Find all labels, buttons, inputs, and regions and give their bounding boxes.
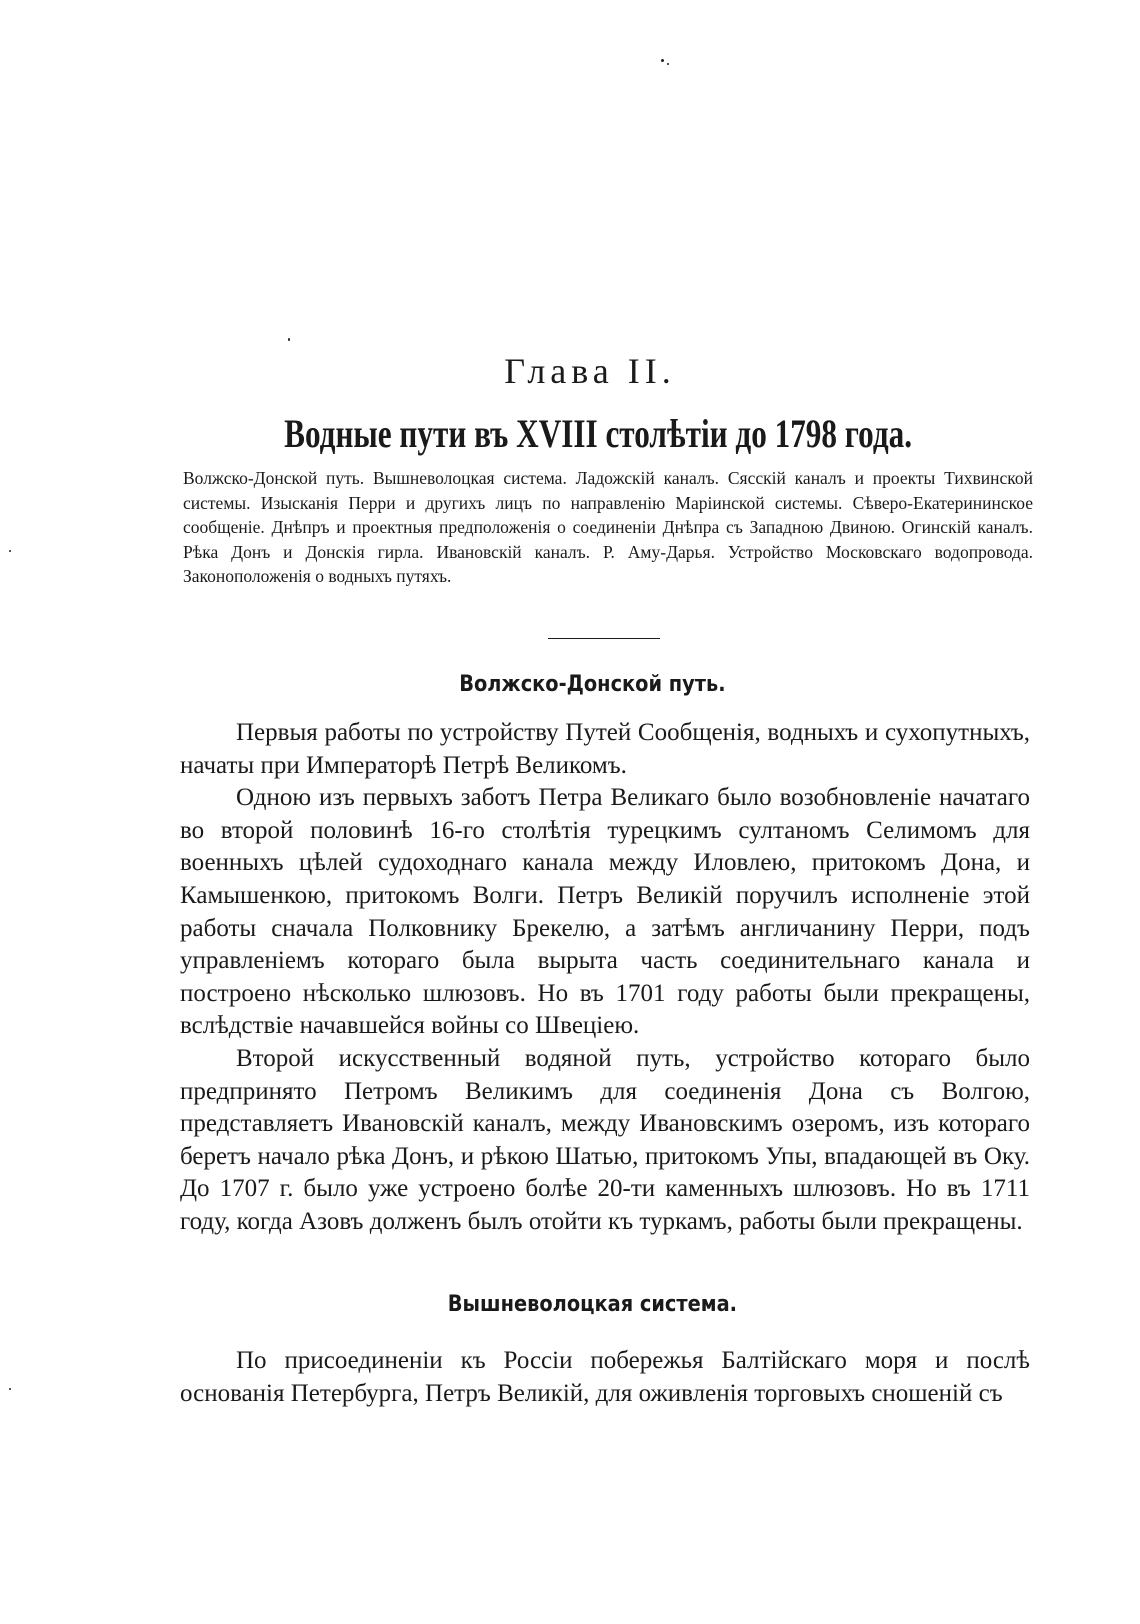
scan-speck [667,63,669,65]
section-heading-volga-don: Волжско-Донской путь. [459,672,726,697]
scan-speck [288,338,290,341]
section-heading-vyshnevolotsk: Вышневолоцкая система. [447,1292,737,1317]
chapter-title: Водные пути въ XVIII столѣтіи до 1798 года. [284,411,913,456]
section-body-volga-don [180,717,1030,1239]
paragraph: По присоединеніи къ Россіи побережья Балтійскаго моря и послѣ основанія Петербурга, Петръ Великій, для оживленія торговыхъ сношеній съ [180,1347,1030,1407]
paragraph: Одною изъ первыхъ заботъ Петра Великаго было возобновленіе начатаго во второй половинѣ 16-го столѣтія турецкимъ султаномъ Селимомъ для военныхъ цѣлей судоходнаго канала между Иловлею, притокомъ Дона, и Камышенкою, притокомъ Волги. Петръ Великій поручилъ исполненіе этой работы сначала Полковнику Брекелю, а затѣмъ англичанину Перри, подъ управленіемъ котораго была вырыта часть соединительнаго канала и построено нѣсколько шлюзовъ. Но въ 1701 году работы были прекращены, вслѣдствіе начавшейся войны со Швеціею. [180,784,1030,1040]
chapter-summary-text: Волжско-Донской путь. Вышневолоцкая система. Ладожскій каналъ. Сясскій каналъ и проекты Тихвинской системы. Изысканія Перри и другихъ лицъ по направленію Маріинской системы. Сѣверо-Екатерининское сообщеніе. Днѣпръ и проектныя предположенія о соединеніи Днѣпра съ Западною Двиною. Огинскій каналъ. Рѣка Донъ и Донскія гирла. Ивановскій каналъ. Р. Аму-Дарья. Устройство Московскаго водопровода. Законоположенія о водныхъ путяхъ. [183,468,1033,586]
scan-speck [9,550,11,552]
section-body-vyshnevolotsk [180,1345,1030,1410]
scan-speck [9,1388,11,1390]
section-divider [548,638,660,639]
chapter-summary [183,466,1033,589]
paragraph: Первыя работы по устройству Путей Сообщенія, водныхъ и сухопутныхъ, начаты при Императорѣ Петрѣ Великомъ. [180,719,1030,779]
scan-speck [661,59,664,62]
chapter-number: Глава II. [504,351,676,391]
paragraph: Второй искусственный водяной путь, устройство котораго было предпринято Петромъ Великимъ для соединенія Дона съ Волгою, представляетъ Ивановскій каналъ, между Ивановскимъ озеромъ, изъ котораго беретъ начало рѣка Донъ, и рѣкою Шатью, притокомъ Упы, впадающей въ Оку. До 1707 г. было уже устроено болѣе 20-ти каменныхъ шлюзовъ. Но въ 1711 году, когда Азовъ долженъ былъ отойти къ туркамъ, работы были прекращены. [180,1044,1030,1235]
